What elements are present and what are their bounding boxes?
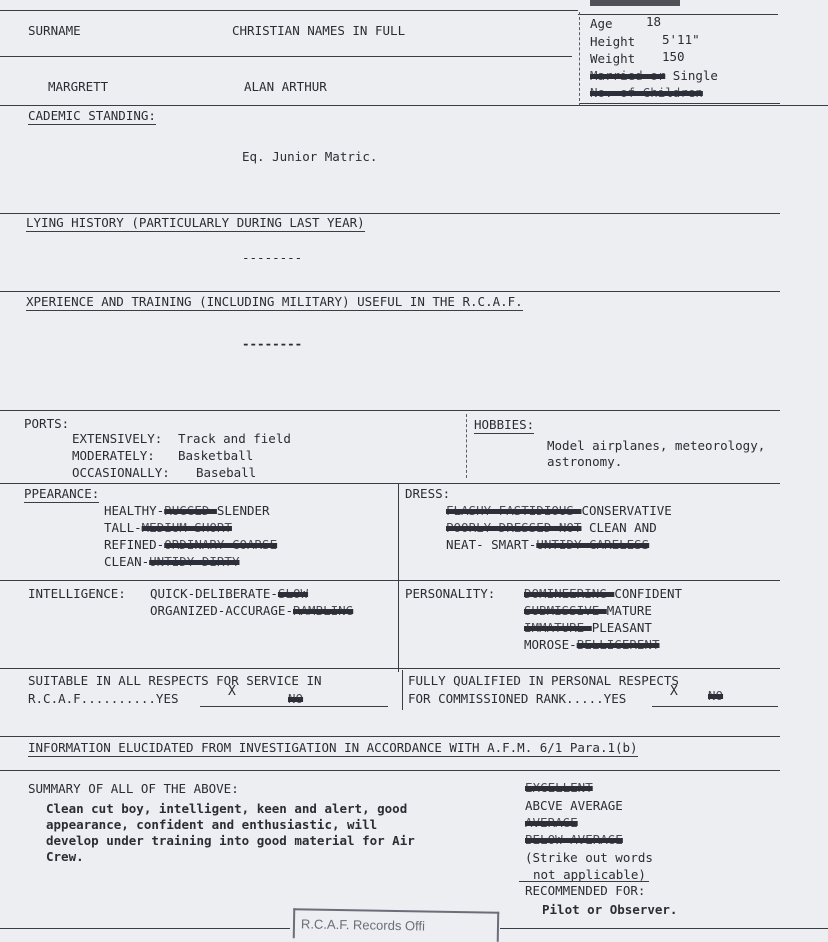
dress-row-2 <box>446 522 657 535</box>
appearance-ordinary-coarse: ORDINARY-COARSE <box>164 537 278 552</box>
bottom-rule <box>0 928 290 929</box>
qualified-line-2: FOR COMMISSIONED RANK.....YES <box>408 691 627 706</box>
section-rule <box>0 668 780 669</box>
academic-standing-label: CADEMIC STANDING: <box>28 108 156 123</box>
recommended-label: RECOMMENDED FOR: <box>525 883 646 898</box>
appearance-untidy-dirty: UNTIDY-DIRTY <box>149 554 240 569</box>
appearance-medium-short: MEDIUM-SHORT <box>141 520 232 535</box>
appearance-rugged: RUGGED- <box>164 503 217 518</box>
dress-neat-smart: NEAT- SMART- <box>446 537 537 552</box>
surname-label: SURNAME <box>28 23 81 38</box>
strike-note-2: not applicable) <box>533 867 646 882</box>
appearance-row-4 <box>104 556 239 569</box>
appearance-row-3 <box>104 539 277 552</box>
academic-standing-value: Eq. Junior Matric. <box>242 149 378 164</box>
age-label: Age <box>590 16 613 31</box>
summary-label: SUMMARY OF ALL OF THE ABOVE: <box>28 781 239 796</box>
hobbies-line-2: astronomy. <box>547 454 623 469</box>
personality-morose: MOROSE- <box>524 637 577 652</box>
intelligence-row-1 <box>150 588 308 601</box>
summary-line-4: Crew. <box>46 849 84 864</box>
married-label: Married or <box>590 68 666 83</box>
hobbies-label: HOBBIES: <box>474 417 535 432</box>
summary-line-3: develop under training into good material for Air <box>46 833 415 848</box>
dress-conservative: CONSERVATIVE <box>581 503 672 518</box>
section-rule <box>0 291 780 292</box>
experience-label: XPERIENCE AND TRAINING (INCLUDING MILITARY) USEFUL IN THE R.C.A.F. <box>26 294 523 309</box>
suitable-divider <box>402 670 403 710</box>
header-right-rule <box>580 103 780 104</box>
personality-domineering: DOMINEERING- <box>524 586 615 601</box>
christian-names-value: ALAN ARTHUR <box>244 79 327 94</box>
sports-moderately-value: Basketball <box>178 448 254 463</box>
weight-label: Weight <box>590 51 636 66</box>
suitable-line-1: SUITABLE IN ALL RESPECTS FOR SERVICE IN <box>28 673 322 688</box>
appearance-label: PPEARANCE: <box>24 486 100 501</box>
header-mid-rule <box>0 56 572 57</box>
personality-row-2 <box>524 605 652 618</box>
personality-immature: IMMATURE- <box>524 620 592 635</box>
sports-occasionally-label: OCCASIONALLY: <box>72 465 170 480</box>
intelligence-slow: SLOW <box>277 586 309 601</box>
intelligence-label: INTELLIGENCE: <box>28 586 126 601</box>
intelligence-row-2 <box>150 605 353 618</box>
suitable-yes-mark: X <box>228 684 236 699</box>
suitable-answer-line <box>200 706 388 707</box>
sports-label: PORTS: <box>24 416 70 431</box>
sports-hobbies-divider <box>466 414 467 478</box>
recommended-value: Pilot or Observer. <box>542 902 678 917</box>
marital-status <box>590 70 718 83</box>
appearance-refined: REFINED- <box>104 537 165 552</box>
redaction-block <box>590 0 680 6</box>
children-label: No. of Children <box>590 85 703 100</box>
section-rule <box>0 213 780 214</box>
summary-line-2: appearance, confident and enthusiastic, will <box>46 817 378 832</box>
flying-history-value: -------- <box>242 250 303 265</box>
dress-row-3 <box>446 539 649 552</box>
appearance-clean: CLEAN- <box>104 554 150 569</box>
sports-moderately-label: MODERATELY: <box>72 448 155 463</box>
dress-flashy: FLASHY-FASTIDIOUS- <box>446 503 582 518</box>
surname-value: MARGRETT <box>48 79 109 94</box>
married-value: Single <box>672 68 718 83</box>
intelligence-organized: ORGANIZED-ACCURAGE- <box>150 603 293 618</box>
height-label: Height <box>590 34 636 49</box>
bottom-rule <box>500 928 828 929</box>
hobbies-line-1: Model airplanes, meteorology, <box>547 438 766 453</box>
section-rule <box>0 105 828 106</box>
personality-label: PERSONALITY: <box>405 586 496 601</box>
appearance-row-2 <box>104 522 232 535</box>
dress-poorly-dressed: POORLY DRESSED-NOT <box>446 520 582 535</box>
summary-line-1: Clean cut boy, intelligent, keen and alert, good <box>46 801 408 816</box>
appearance-healthy: HEALTHY- <box>104 503 165 518</box>
suitable-no: NO <box>288 691 304 706</box>
intelligence-quick: QUICK-DELIBERATE- <box>150 586 278 601</box>
christian-names-label: CHRISTIAN NAMES IN FULL <box>232 23 406 38</box>
information-label: INFORMATION ELUCIDATED FROM INVESTIGATION IN ACCORDANCE WITH A.F.M. 6/1 Para.1(b) <box>28 740 638 755</box>
column-divider <box>398 484 399 672</box>
top-rule <box>0 10 578 11</box>
experience-value: -------- <box>242 336 303 351</box>
records-office-stamp: R.C.A.F. Records Offi <box>293 908 499 942</box>
sports-occasionally-value: Baseball <box>196 465 257 480</box>
qualified-answer-line <box>652 706 778 707</box>
dress-row-1 <box>446 505 672 518</box>
weight-value: 150 <box>662 49 685 64</box>
sports-extensively-label: EXTENSIVELY: <box>72 431 163 446</box>
section-rule <box>0 736 780 737</box>
rating-rule <box>519 881 649 882</box>
age-value: 18 <box>646 14 662 29</box>
personality-submissive: SUBMISSIVE- <box>524 603 607 618</box>
header-divider <box>579 12 580 106</box>
personality-row-3 <box>524 622 652 635</box>
section-rule <box>0 410 780 411</box>
personality-mature: MATURE <box>606 603 652 618</box>
section-rule <box>0 580 780 581</box>
sports-extensively-value: Track and field <box>178 431 291 446</box>
personality-confident: CONFIDENT <box>614 586 683 601</box>
dress-untidy-careless: UNTIDY-CARELESS <box>536 537 650 552</box>
dress-label: DRESS: <box>405 486 451 501</box>
section-rule <box>0 483 780 484</box>
top-rule-right <box>578 14 778 15</box>
qualified-yes-mark: X <box>670 684 678 699</box>
height-value: 5'11" <box>662 32 700 47</box>
intelligence-rambling: RAMBLING <box>293 603 354 618</box>
section-rule <box>0 770 780 771</box>
qualified-no: NO <box>708 688 724 703</box>
personality-belligerent: BELLIGERENT <box>576 637 660 652</box>
personality-row-4 <box>524 639 659 652</box>
personality-row-1 <box>524 588 682 601</box>
appearance-tall: TALL- <box>104 520 142 535</box>
appearance-slender: SLENDER <box>216 503 270 518</box>
rating-above-average: ABCVE AVERAGE <box>525 798 623 813</box>
qualified-line-1: FULLY QUALIFIED IN PERSONAL RESPECTS <box>408 673 679 688</box>
rating-excellent: EXCELLENT <box>525 780 593 795</box>
personality-pleasant: PLEASANT <box>591 620 652 635</box>
rating-below-average: BELOW AVERAGE <box>525 832 623 847</box>
suitable-line-2: R.C.A.F..........YES <box>28 691 179 706</box>
dress-clean-and: CLEAN AND <box>589 520 657 535</box>
rating-average: AVERAGE <box>525 815 578 830</box>
flying-history-label: LYING HISTORY (PARTICULARLY DURING LAST YEAR) <box>26 215 365 230</box>
appearance-row-1 <box>104 505 270 518</box>
strike-note-1: (Strike out words <box>525 850 653 865</box>
